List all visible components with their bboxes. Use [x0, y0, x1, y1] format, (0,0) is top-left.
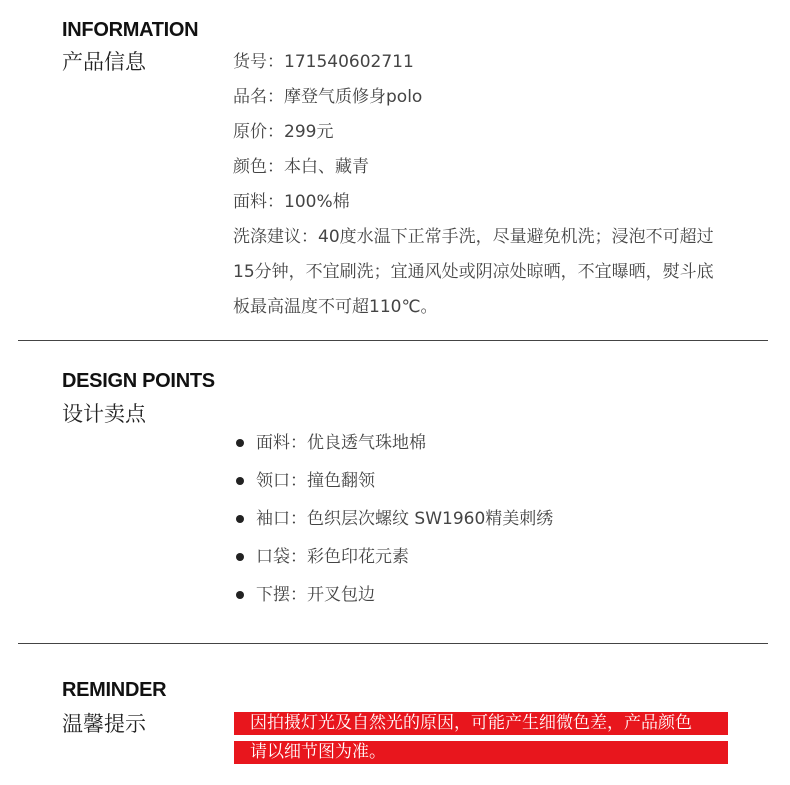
wash-line: 15分钟，不宜刷洗；宜通风处或阴凉处晾晒，不宜曝晒，熨斗底	[233, 262, 714, 282]
information-subheading: 产品信息	[62, 50, 146, 74]
bullet-icon	[236, 515, 244, 523]
information-heading: INFORMATION	[62, 19, 199, 41]
bullet-icon	[236, 553, 244, 561]
design-points-heading: DESIGN POINTS	[62, 370, 215, 392]
wash-line: 板最高温度不可超110℃。	[233, 297, 438, 317]
reminder-heading: REMINDER	[62, 679, 167, 701]
design-points-section	[0, 341, 790, 643]
information-list	[233, 45, 763, 325]
point-text: 袖口：色织层次螺纹 SW1960精美刺绣	[256, 509, 554, 529]
wash-instructions	[233, 220, 753, 325]
original-price: 原价：299元	[233, 122, 334, 142]
reminder-section	[0, 644, 790, 785]
point-text: 领口：撞色翻领	[256, 471, 375, 491]
reminder-line: 请以细节图为准。	[234, 741, 728, 764]
list-item	[234, 462, 754, 500]
list-item	[234, 500, 754, 538]
list-item	[234, 424, 754, 462]
information-section	[0, 0, 790, 340]
product-name: 品名：摩登气质修身polo	[233, 87, 423, 107]
fabric: 面料：100%棉	[233, 192, 350, 212]
point-text: 面料：优良透气珠地棉	[256, 433, 426, 453]
list-item	[234, 538, 754, 576]
bullet-icon	[236, 439, 244, 447]
colors: 颜色：本白、藏青	[233, 157, 369, 177]
point-text: 口袋：彩色印花元素	[256, 547, 409, 567]
bullet-icon	[236, 477, 244, 485]
list-item	[234, 576, 754, 614]
item-number: 货号：171540602711	[233, 52, 414, 72]
reminder-line: 因拍摄灯光及自然光的原因，可能产生细微色差，产品颜色	[234, 712, 728, 735]
wash-line: 洗涤建议：40度水温下正常手洗，尽量避免机洗；浸泡不可超过	[233, 227, 714, 247]
bullet-icon	[236, 591, 244, 599]
reminder-subheading: 温馨提示	[62, 712, 146, 736]
point-text: 下摆：开叉包边	[256, 585, 375, 605]
design-points-list	[234, 424, 754, 614]
design-points-subheading: 设计卖点	[62, 402, 146, 426]
